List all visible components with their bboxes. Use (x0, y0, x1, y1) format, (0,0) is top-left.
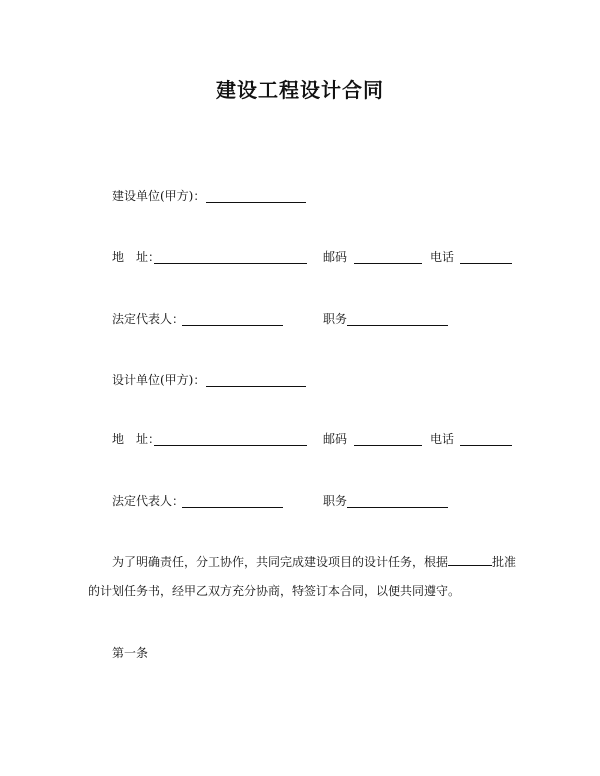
party-a-postcode-blank[interactable] (354, 262, 422, 264)
party-b-rep-label: 法定代表人： (112, 494, 185, 508)
party-a-address-label: 地 址： (112, 250, 161, 264)
party-a-unit-label: 建设单位(甲方)： (112, 189, 206, 203)
party-b-position-label: 职务 (323, 494, 348, 508)
party-a-position-blank[interactable] (347, 324, 448, 326)
intro-line-2 (88, 582, 528, 600)
party-a-position-label: 职务 (323, 312, 348, 326)
party-b-address-label: 地 址： (112, 432, 161, 446)
approval-authority-blank[interactable] (448, 555, 492, 566)
party-a-phone-label: 电话 (430, 250, 455, 264)
party-b-rep-row (112, 492, 452, 510)
intro-text-1: 为了明确责任，分工协作，共同完成建设项目的设计任务，根据 (112, 555, 449, 569)
party-a-rep-blank[interactable] (182, 324, 283, 326)
party-a-phone-blank[interactable] (460, 262, 512, 264)
party-a-address-blank[interactable] (154, 262, 307, 264)
party-a-unit-blank[interactable] (206, 201, 306, 203)
party-b-phone-blank[interactable] (460, 444, 512, 446)
page-title: 建设工程设计合同 (216, 78, 384, 102)
party-a-rep-label: 法定代表人： (112, 312, 185, 326)
party-b-address-row (112, 430, 516, 448)
party-b-rep-blank[interactable] (182, 506, 283, 508)
intro-line-1 (112, 553, 552, 571)
party-b-unit-blank[interactable] (206, 385, 306, 387)
party-b-unit-label: 设计单位(甲方)： (112, 373, 206, 387)
party-a-address-row (112, 248, 516, 266)
party-b-postcode-label: 邮码 (323, 432, 348, 446)
intro-text-3: 的计划任务书，经甲乙双方充分协商，特签订本合同，以便共同遵守。 (88, 584, 461, 598)
party-b-address-blank[interactable] (154, 444, 307, 446)
intro-text-2: 批准 (492, 555, 517, 569)
party-a-rep-row (112, 310, 452, 328)
party-a-postcode-label: 邮码 (323, 250, 348, 264)
article-heading: 第一条 (112, 646, 149, 660)
party-a-unit-row (112, 187, 312, 205)
party-b-position-blank[interactable] (347, 506, 448, 508)
party-b-unit-row (112, 371, 312, 389)
party-b-phone-label: 电话 (430, 432, 455, 446)
party-b-postcode-blank[interactable] (354, 444, 422, 446)
